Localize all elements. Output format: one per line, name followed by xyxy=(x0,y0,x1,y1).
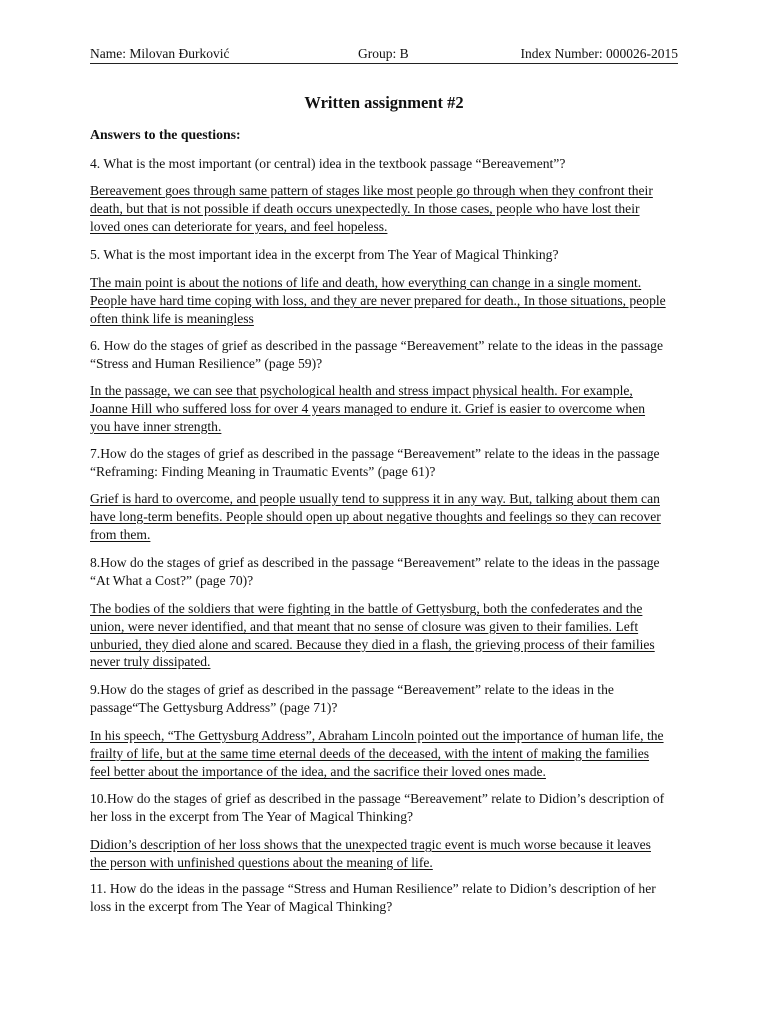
question-line: “Reframing: Finding Meaning in Traumatic Events” (page 61)? xyxy=(90,464,436,479)
answer-line: have long-term benefits. People should open up about negative thoughts and feelings so they can recover xyxy=(90,508,661,524)
answer-line: In the passage, we can see that psychological health and stress impact physical health. For example, xyxy=(90,383,633,398)
answer-line: Joanne Hill who suffered loss for over 4 years managed to endure it. Grief is easier to overcome when xyxy=(90,400,646,416)
answer-line: loved ones can deteriorate for years, and feel hopeless. xyxy=(90,218,388,234)
student-group: Group: B xyxy=(358,46,409,61)
answer-line: People have hard time coping with loss, and they are never prepared for death., In those situations, people xyxy=(90,292,666,308)
answer-line: Grief is hard to overcome, and people usually tend to suppress it in any way. But, talking about them can xyxy=(90,491,660,506)
answer-line: The main point is about the notions of life and death, how everything can change in a single moment. xyxy=(90,275,642,290)
question-line: loss in the excerpt from The Year of Magical Thinking? xyxy=(90,899,393,914)
student-name: Name: Milovan Đurković xyxy=(90,46,230,61)
question-4 xyxy=(90,155,680,173)
answer-line: unburied, they died alone and scared. Because they died in a flash, the grieving process of their families xyxy=(90,636,655,652)
answer-7 xyxy=(90,490,680,543)
answers-heading: Answers to the questions: xyxy=(90,127,241,142)
answer-line: the person with unfinished questions about the meaning of life. xyxy=(90,854,433,870)
question-line: 7.How do the stages of grief as described in the passage “Bereavement” relate to the ideas in the passage xyxy=(90,446,660,461)
question-6 xyxy=(90,337,680,373)
answer-9 xyxy=(90,727,680,780)
question-line: “At What a Cost?” (page 70)? xyxy=(90,573,254,588)
index-number: Index Number: 000026-2015 xyxy=(520,46,678,61)
question-10 xyxy=(90,790,680,826)
question-line: her loss in the excerpt from The Year of Magical Thinking? xyxy=(90,809,414,824)
answer-8 xyxy=(90,600,680,671)
question-line: 8.How do the stages of grief as described in the passage “Bereavement” relate to the ideas in the passage xyxy=(90,555,660,570)
question-8 xyxy=(90,554,680,590)
answer-line: you have inner strength. xyxy=(90,418,222,434)
answer-line: feel better about the importance of the idea, and the sacrifice their loved ones made. xyxy=(90,763,546,779)
page-header xyxy=(90,45,678,64)
question-line: 9.How do the stages of grief as described in the passage “Bereavement” relate to the ideas in the xyxy=(90,682,614,697)
question-line: 4. What is the most important (or central) idea in the textbook passage “Bereavement”? xyxy=(90,156,566,171)
document-title: Written assignment #2 xyxy=(304,93,464,112)
question-11 xyxy=(90,880,680,916)
answer-4 xyxy=(90,182,680,235)
answer-5 xyxy=(90,274,680,327)
answer-10 xyxy=(90,836,680,872)
question-7 xyxy=(90,445,680,481)
question-line: passage“The Gettysburg Address” (page 71)? xyxy=(90,700,338,715)
answer-line: In his speech, “The Gettysburg Address”, Abraham Lincoln pointed out the importance of human life, the xyxy=(90,728,664,743)
question-line: 6. How do the stages of grief as described in the passage “Bereavement” relate to the ideas in the passage xyxy=(90,338,663,353)
answer-line: The bodies of the soldiers that were fighting in the battle of Gettysburg, both the confederates and the xyxy=(90,601,643,616)
answer-line: from them. xyxy=(90,526,151,542)
answer-line: death, but that is not possible if death occurs unexpectedly. In those cases, people who have lost their xyxy=(90,200,640,216)
answer-line: Didion’s description of her loss shows that the unexpected tragic event is much worse because it leaves xyxy=(90,837,651,852)
answer-line: Bereavement goes through same pattern of stages like most people go through when they confront their xyxy=(90,183,653,198)
answer-line: union, were never identified, and that meant that no sense of closure was given to their families. Left xyxy=(90,618,639,634)
question-line: 10.How do the stages of grief as described in the passage “Bereavement” relate to Didion’s description of xyxy=(90,791,665,806)
question-line: 11. How do the ideas in the passage “Stress and Human Resilience” relate to Didion’s description of her xyxy=(90,881,656,896)
answer-line: never truly dissipated. xyxy=(90,654,211,670)
question-5 xyxy=(90,246,680,264)
question-9 xyxy=(90,681,680,717)
answer-line: frailty of life, but at the same time eternal deeds of the deceased, with the intent of making the families xyxy=(90,745,650,761)
question-line: “Stress and Human Resilience” (page 59)? xyxy=(90,356,323,371)
question-line: 5. What is the most important idea in the excerpt from The Year of Magical Thinking? xyxy=(90,247,559,262)
answer-6 xyxy=(90,382,680,435)
answer-line: often think life is meaningless xyxy=(90,310,254,326)
